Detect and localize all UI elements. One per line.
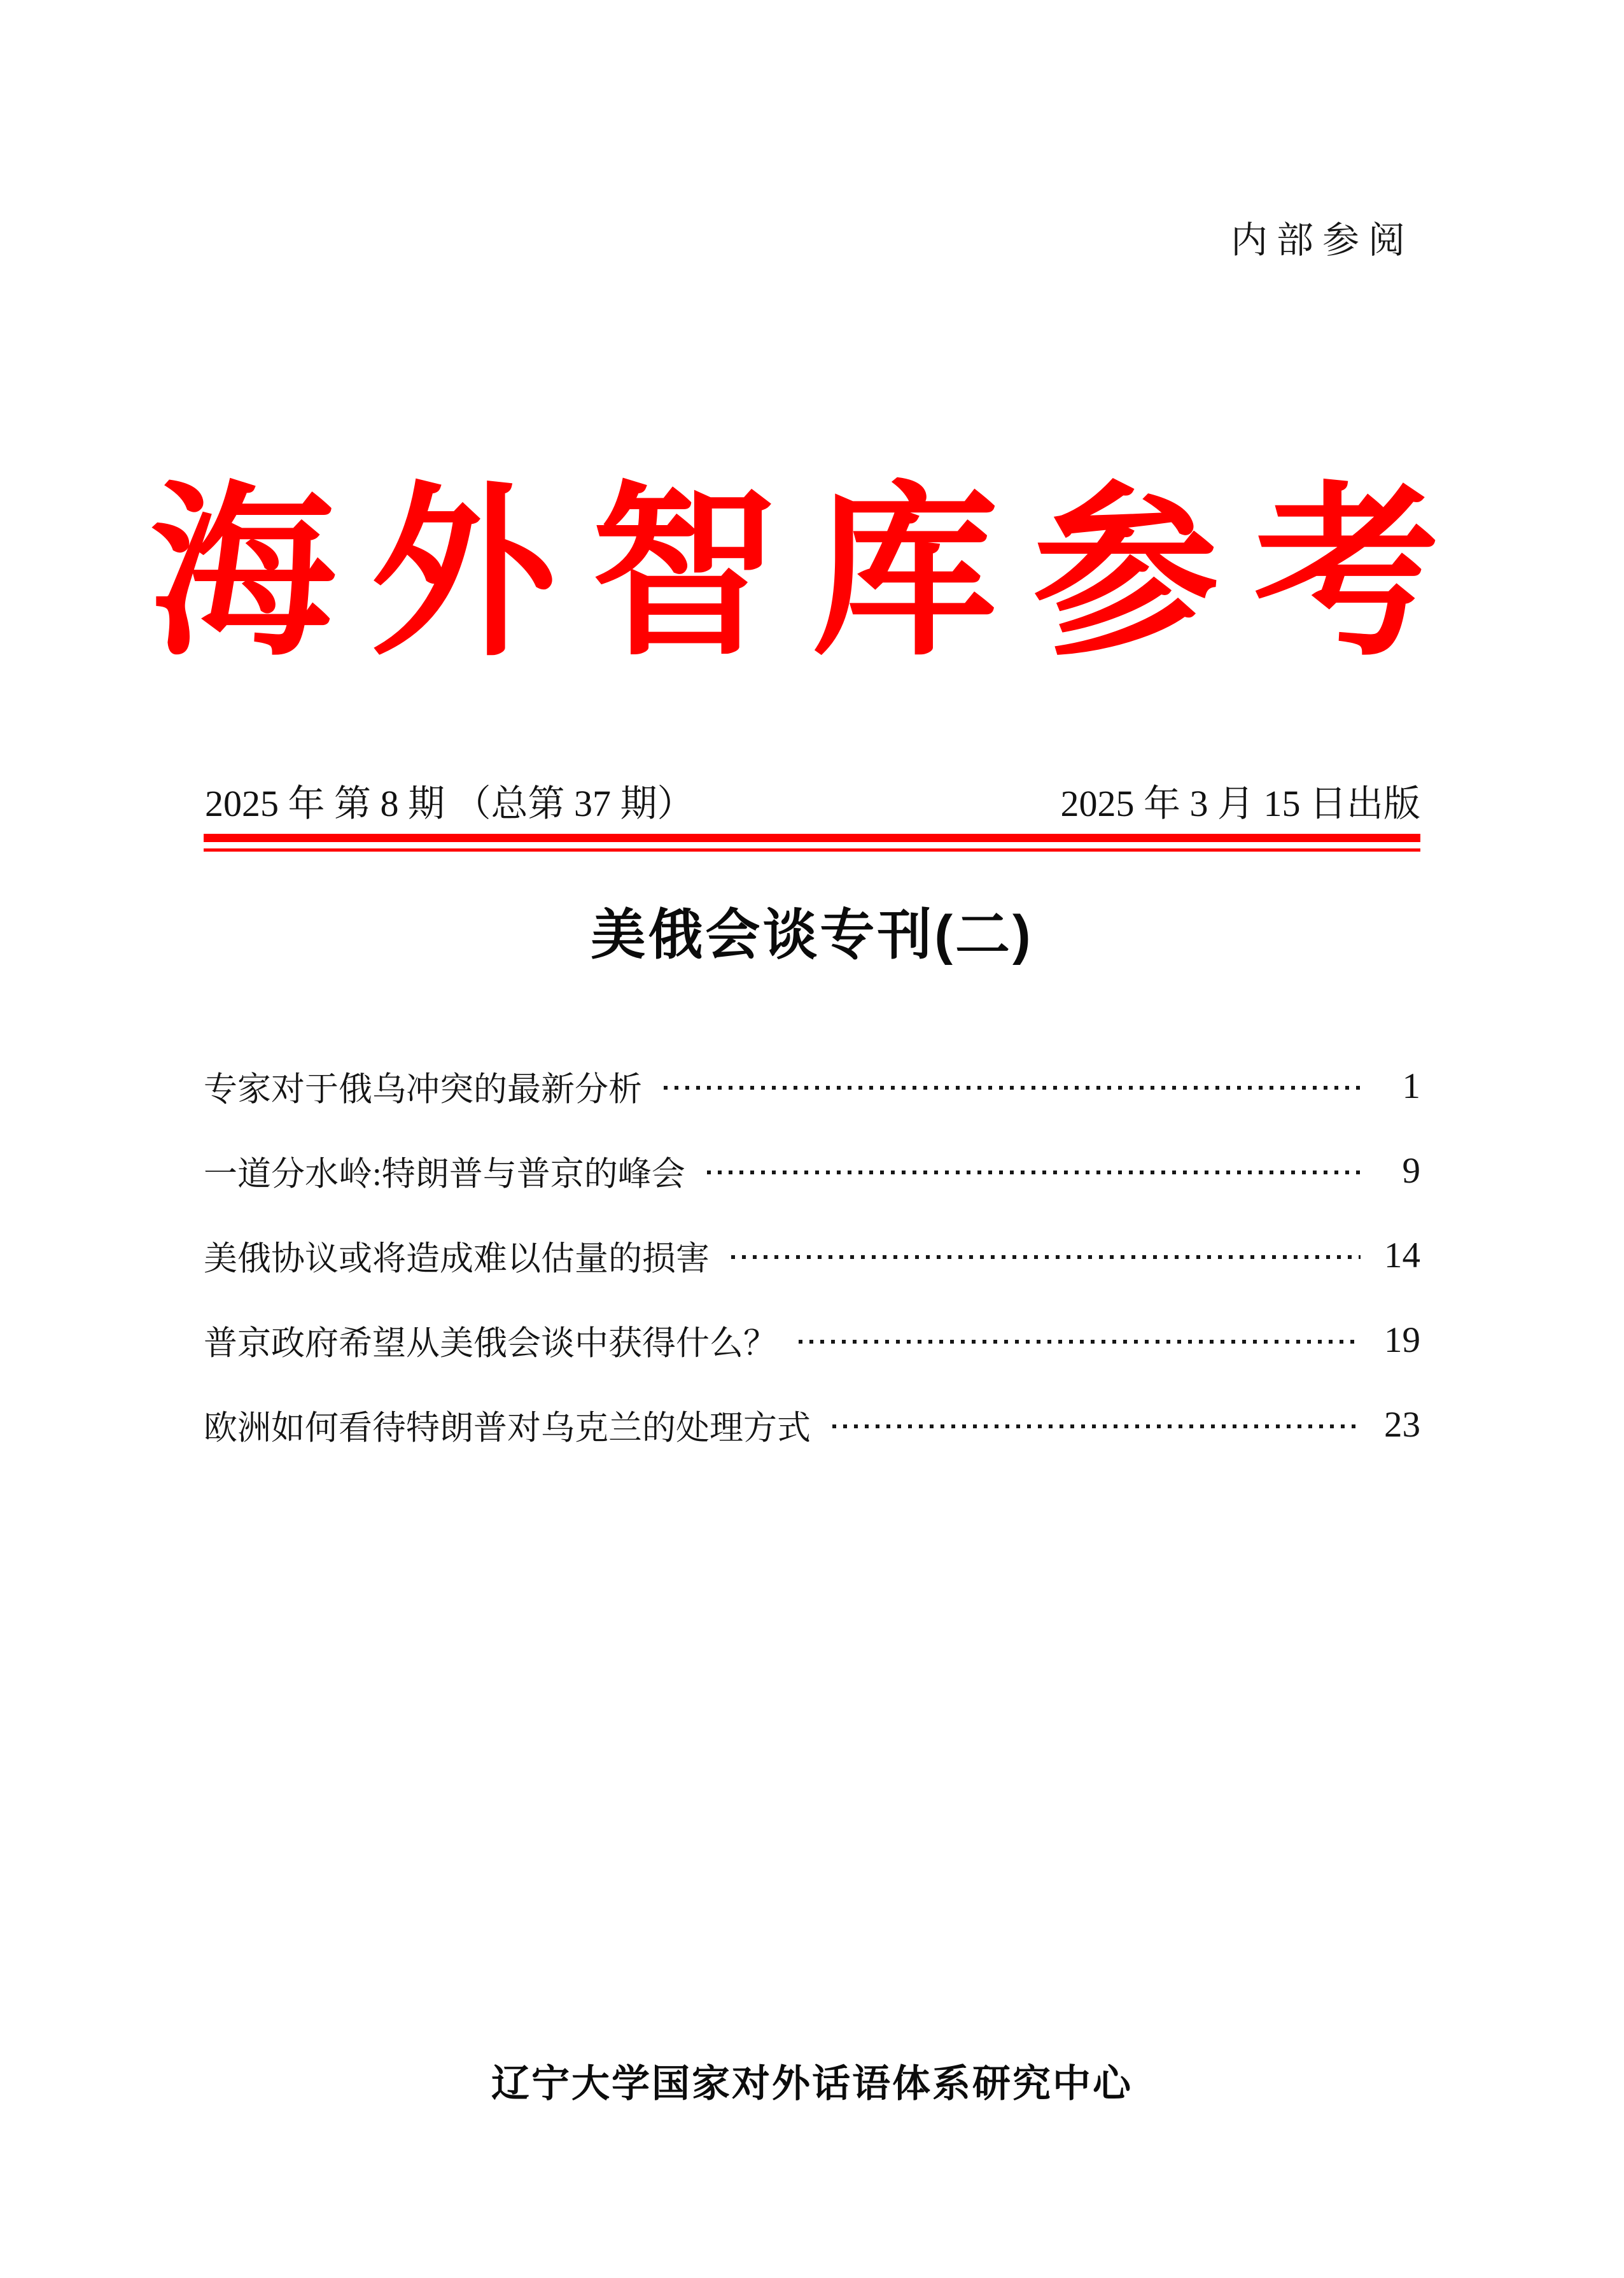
red-rule-thin bbox=[204, 848, 1420, 852]
toc-page-number: 14 bbox=[1384, 1235, 1420, 1276]
toc-entry-title: 专家对于俄乌冲突的最新分析 bbox=[204, 1071, 642, 1108]
special-issue-title: 美俄会谈专刊(二) bbox=[591, 904, 1033, 966]
toc-list bbox=[204, 1044, 1420, 1467]
toc-entry bbox=[204, 1382, 1420, 1467]
toc-entry-title: 美俄协议或将造成难以估量的损害 bbox=[204, 1240, 710, 1277]
dot-leader bbox=[799, 1340, 1361, 1344]
classification-label: 内部参阅 bbox=[1230, 220, 1414, 261]
toc-page-number: 23 bbox=[1384, 1405, 1420, 1445]
dot-leader bbox=[707, 1171, 1361, 1174]
toc-page-number: 19 bbox=[1384, 1320, 1420, 1360]
masthead-title: 海外智库参考 bbox=[150, 472, 1474, 678]
issue-number-label: 2025 年 第 8 期 （总第 37 期） bbox=[205, 783, 694, 824]
dot-leader bbox=[664, 1086, 1361, 1090]
toc-page-number: 9 bbox=[1402, 1151, 1420, 1191]
toc-entry bbox=[204, 1044, 1420, 1128]
toc-entry bbox=[204, 1213, 1420, 1298]
issue-info-row bbox=[205, 783, 1420, 826]
publisher-name: 辽宁大学国家对外话语体系研究中心 bbox=[491, 2062, 1133, 2105]
toc-entry-title: 欧洲如何看待特朗普对乌克兰的处理方式 bbox=[204, 1409, 811, 1447]
publish-date-label: 2025 年 3 月 15 日出版 bbox=[1060, 783, 1420, 824]
dot-leader bbox=[832, 1424, 1361, 1428]
toc-entry-title: 普京政府希望从美俄会谈中获得什么？ bbox=[204, 1325, 777, 1362]
toc-entry bbox=[204, 1298, 1420, 1382]
red-rule-thick bbox=[204, 834, 1420, 842]
toc-entry bbox=[204, 1128, 1420, 1213]
toc-page-number: 1 bbox=[1402, 1066, 1420, 1106]
dot-leader bbox=[731, 1255, 1361, 1259]
toc-entry-title: 一道分水岭:特朗普与普京的峰会 bbox=[204, 1155, 685, 1193]
